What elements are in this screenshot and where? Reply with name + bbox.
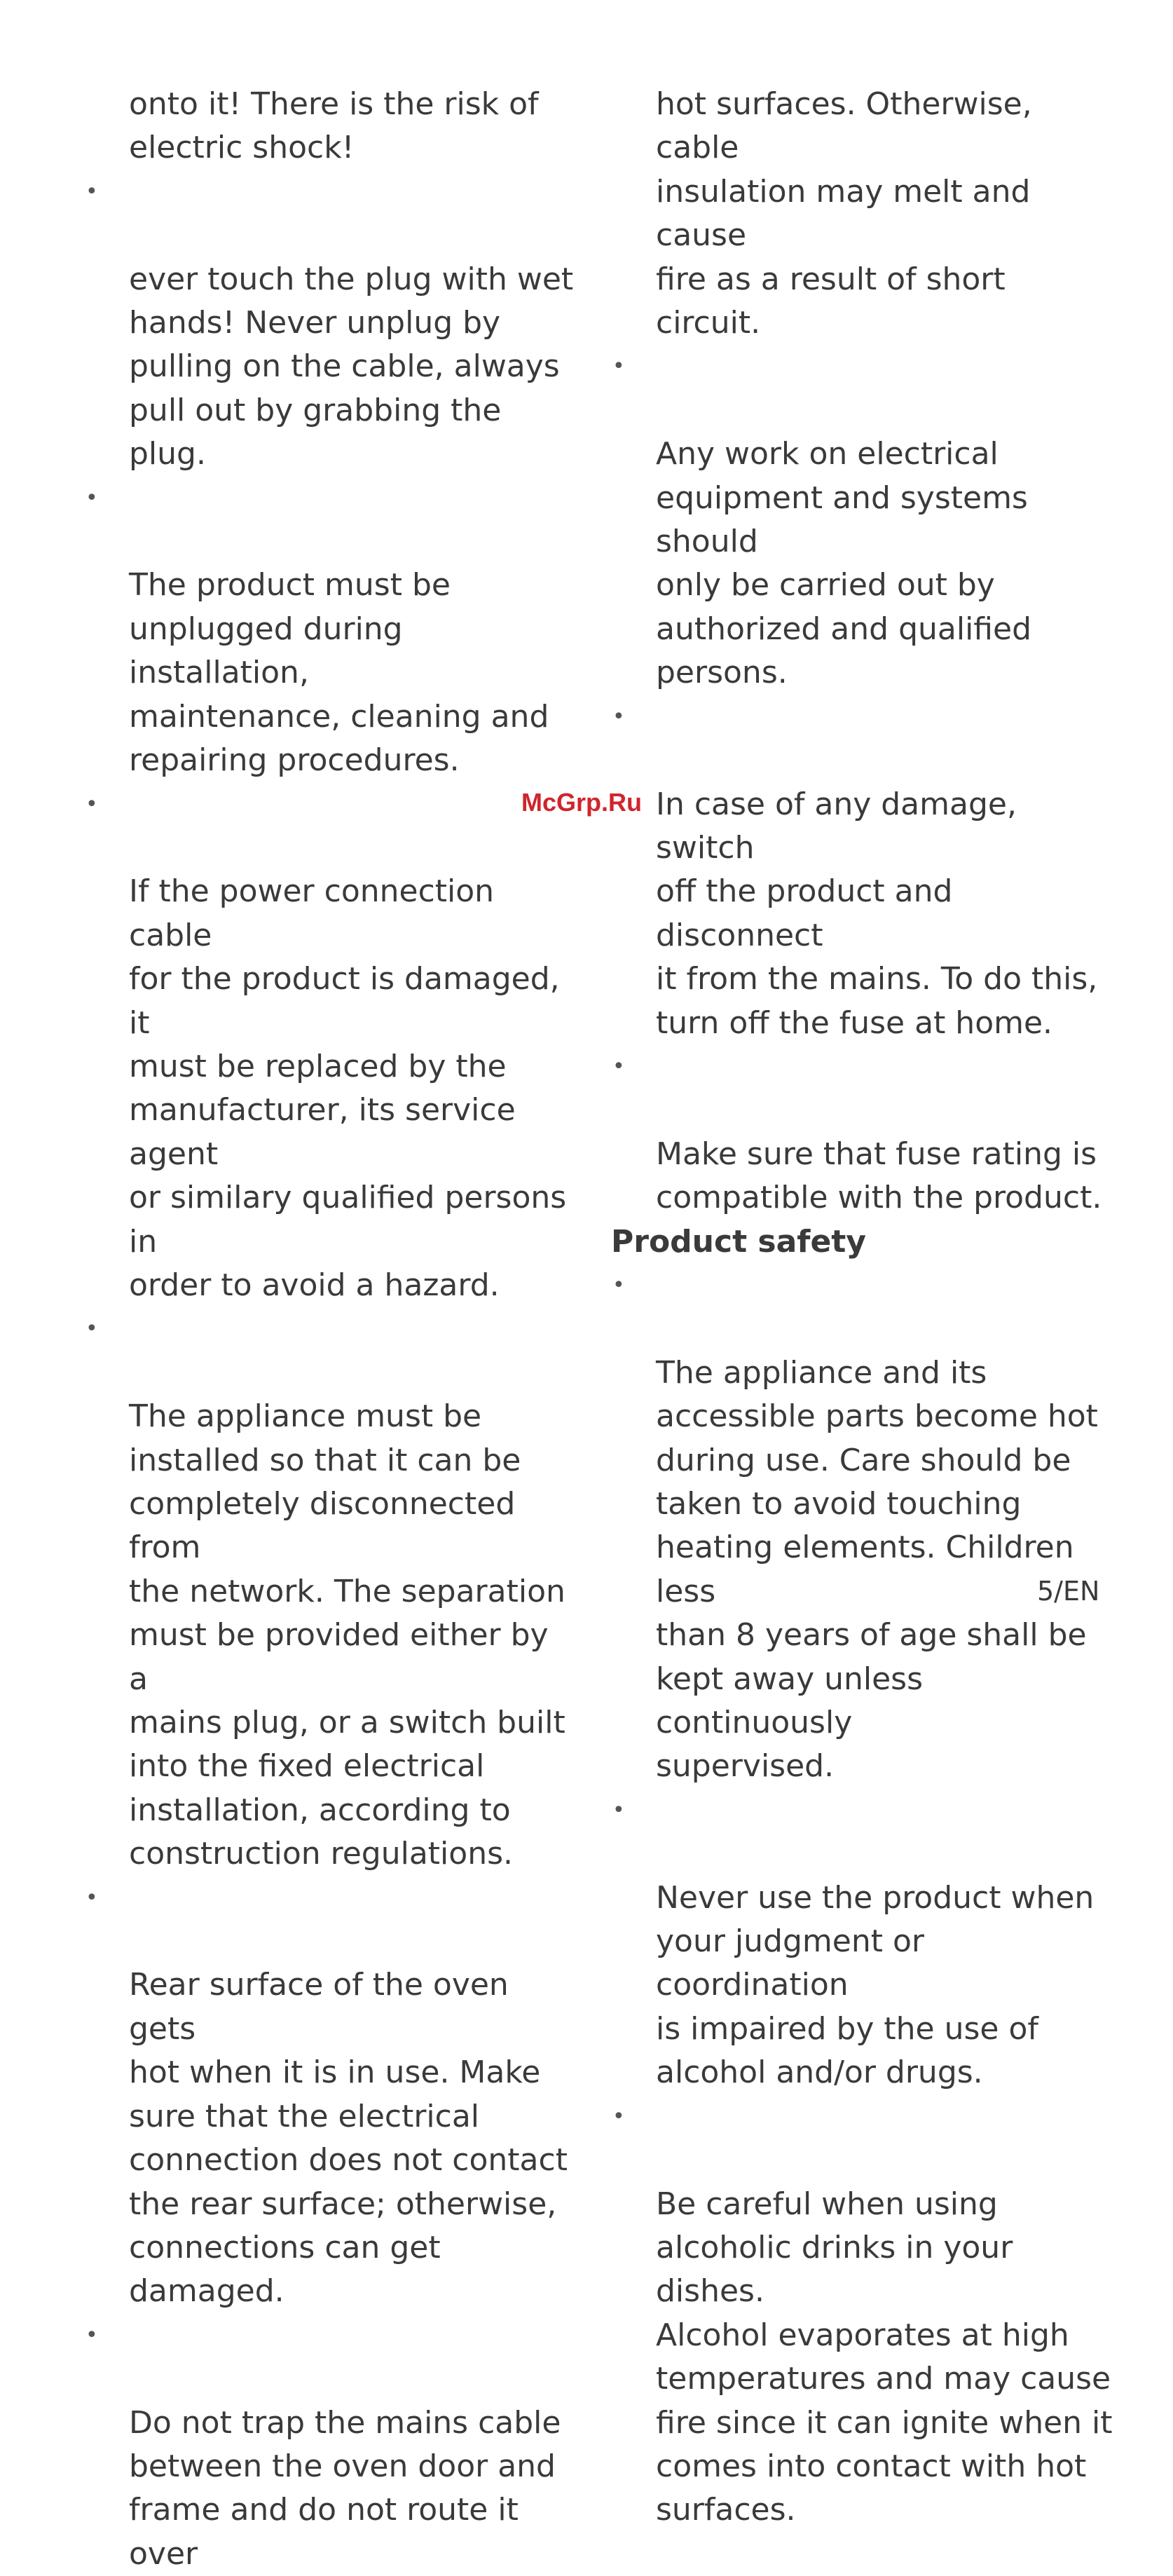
list-item — [611, 1789, 1116, 2095]
list-item-text: Never use the product when your judgment or coordination is impaired by the use of alcohol and/or drugs. — [656, 1879, 1095, 2091]
list-item-text: The appliance and its accessible parts become hot during use. Care should be taken to avoid touching heating elements. Children less than 8 years of age shall be kept away unless continuously supervised. — [656, 1354, 1098, 1785]
list-item — [611, 695, 1116, 1045]
continuation-text: hot surfaces. Otherwise, cable insulation may melt and cause fire as a result of short circuit. — [656, 86, 1032, 341]
list-item — [611, 345, 1116, 695]
bullet-icon: • — [612, 704, 625, 729]
list-item-text: If the power connection cable for the product is damaged, it must be replaced by the manufacturer, its service agent or similary qualified persons in order to avoid a hazard. — [129, 873, 567, 1303]
bullet-icon: • — [85, 485, 98, 510]
right-column — [611, 83, 1116, 2533]
bullet-icon: • — [85, 791, 98, 817]
bullet-icon: • — [85, 1316, 98, 1342]
list-item-text: Rear surface of the oven gets hot when it is in use. Make sure that the electrical connection does not contact the rear surface; otherwise, connections can get damaged. — [129, 1967, 568, 2310]
continuation-text: onto it! There is the risk of electric shock! — [129, 86, 539, 166]
bullet-icon: • — [612, 1272, 625, 1297]
list-item — [84, 170, 575, 477]
section-heading: Product safety — [611, 1223, 867, 1260]
list-item-text: Make sure that fuse rating is compatible with the product. — [656, 1136, 1102, 1216]
list-item — [84, 1307, 575, 1876]
bullet-icon: • — [612, 1797, 625, 1822]
list-item-text: ever touch the plug with wet hands! Never unplug by pulling on the cable, always pull out by grabbing the plug. — [129, 261, 574, 472]
watermark-link[interactable]: McGrp.Ru — [521, 788, 643, 817]
bullet-icon: • — [612, 1054, 625, 1079]
list-item — [84, 2314, 575, 2576]
list-item-text: Be careful when using alcoholic drinks in your dishes. Alcohol evaporates at high temperatures and may cause fire since it can ignite when it comes into contact with hot surfaces. — [656, 2186, 1113, 2528]
list-item-text: The appliance must be installed so that it can be completely disconnected from the network. The separation must be provided either by a mains plug, or a switch built into the fixed electrical installation, according to construction regulations. — [129, 1398, 565, 1872]
bullet-icon: • — [85, 2322, 98, 2347]
list-item — [84, 477, 575, 783]
list-item-text: Do not trap the mains cable between the oven door and frame and do not route it over — [129, 2404, 561, 2572]
list-item-text: The product must be unplugged during installation, maintenance, cleaning and repairing procedures. — [129, 567, 549, 779]
list-item — [84, 783, 575, 1308]
list-item — [611, 1264, 1116, 1789]
left-column — [84, 83, 575, 2576]
list-item — [84, 1876, 575, 2314]
list-item — [611, 2095, 1116, 2533]
page-number: 5/EN — [1037, 1576, 1100, 1607]
bullet-icon: • — [612, 2104, 625, 2129]
bullet-icon: • — [85, 1885, 98, 1910]
bullet-icon: • — [612, 354, 625, 379]
bullet-icon: • — [85, 179, 98, 204]
list-item-text: In case of any damage, switch off the product and disconnect it from the mains. To do this, turn off the fuse at home. — [656, 786, 1098, 1041]
list-item-text: Any work on electrical equipment and systems should only be carried out by authorized and qualified persons. — [656, 436, 1032, 691]
list-item — [611, 1045, 1116, 1220]
